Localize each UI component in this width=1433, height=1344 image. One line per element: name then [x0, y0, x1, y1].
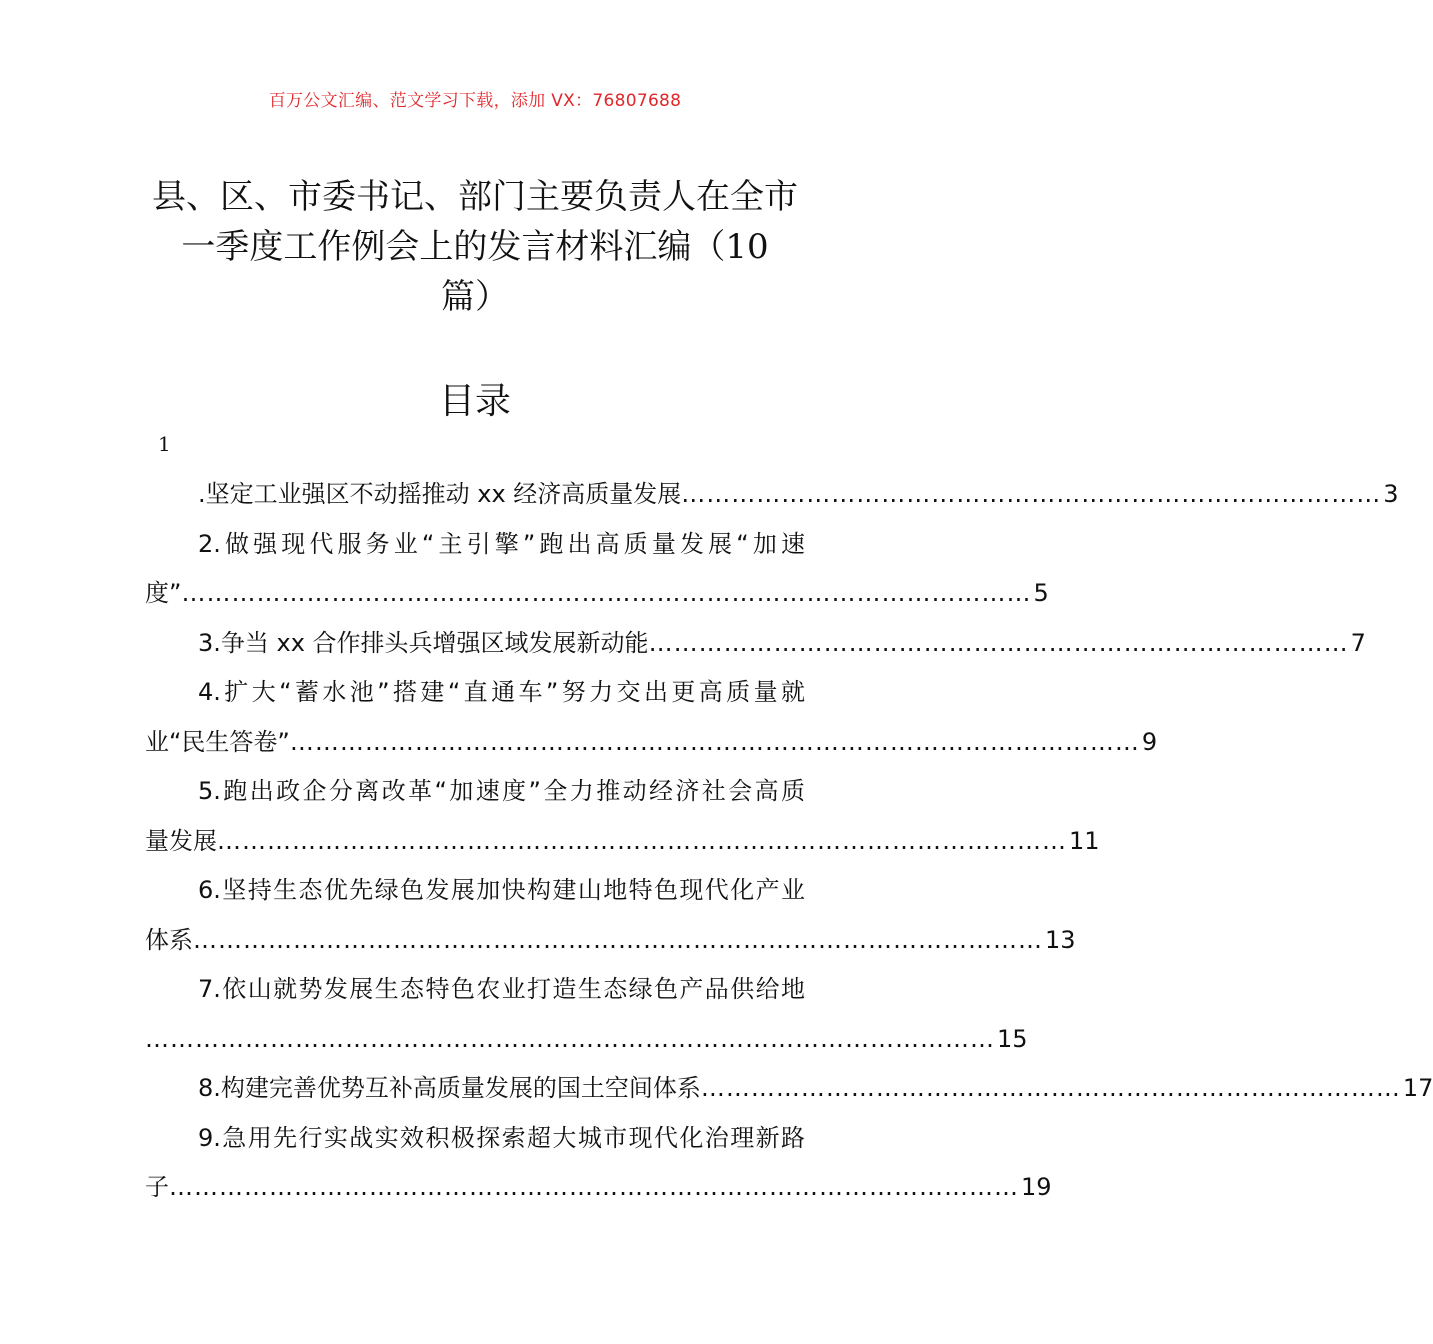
toc-entry-7[interactable]: [145, 965, 1028, 1064]
toc-entry-page: 7: [1350, 628, 1366, 657]
toc-entry-page: 17: [1402, 1074, 1433, 1102]
toc-entry-title-continued: 度”: [145, 579, 182, 607]
toc-heading: 目录: [438, 381, 511, 422]
toc-entry-title: 9.急用先行实战实效积极探索超大城市现代化治理新路: [198, 1123, 805, 1152]
toc-entry-page: 5: [1033, 579, 1049, 607]
toc-leader-dots: …………………………………………………………………………………………: [169, 1173, 1019, 1201]
toc-leader-dots: …………………………………………………………………………………………: [193, 925, 1043, 954]
title-part-1: 县、区、市委书记、部门主要负责人在全市一季度工作例会上的发言材料汇编（: [152, 177, 798, 267]
toc-entry-4[interactable]: [145, 668, 1158, 767]
toc-entry-1[interactable]: [145, 470, 1399, 520]
toc-leader-dots: …………………………………………………………………………: [681, 480, 1382, 508]
toc-entry-line: [145, 470, 1399, 520]
toc-entry-9[interactable]: [145, 1114, 1052, 1213]
toc-entry-title: 2.做强现代服务业“主引擎”跑出高质量发展“加速: [198, 529, 805, 558]
toc-entry-title: 5.跑出政企分离改革“加速度”全力推动经济社会高质: [198, 777, 805, 805]
title-number: 10: [725, 227, 769, 267]
toc-entry-line: [145, 1064, 1433, 1114]
toc-entry-2[interactable]: [145, 520, 1049, 619]
toc-leader-dots: …………………………………………………………………………………………: [217, 826, 1067, 855]
toc-entry-line: [145, 718, 1158, 768]
toc-entry-title: 8.构建完善优势互补高质量发展的国土空间体系: [198, 1074, 701, 1102]
toc-entry-title: 6.坚持生态优先绿色发展加快构建山地特色现代化产业: [198, 876, 805, 904]
toc-entry-page: 13: [1045, 925, 1076, 954]
toc-entry-line: [145, 569, 1049, 619]
toc-entry-title-continued: 子: [145, 1173, 169, 1201]
header-notice: 百万公文汇编、范文学习下载，添加 VX：76807688: [268, 91, 682, 111]
toc-entry-page: 15: [997, 1024, 1028, 1053]
toc-entry-title-continued: 量发展: [145, 826, 217, 855]
toc-entry-line: [145, 916, 1076, 966]
toc-entry-title-continued: 体系: [145, 925, 193, 954]
toc-entry-page: 19: [1021, 1173, 1052, 1201]
toc-leader-dots: …………………………………………………………………………: [648, 628, 1349, 657]
toc-entry-title: 4.扩大“蓄水池”搭建“直通车”努力交出更高质量就: [198, 678, 805, 706]
toc-entry-title: 3.争当 xx 合作排头兵增强区域发展新动能: [198, 628, 649, 657]
toc-entry-line: [145, 817, 1100, 867]
toc-leader-dots: …………………………………………………………………………: [700, 1074, 1401, 1102]
toc-entry-line: [145, 1015, 1028, 1065]
toc-entry-8[interactable]: [145, 1064, 1433, 1114]
table-of-contents: [145, 470, 1433, 1213]
toc-entry-line: [145, 1163, 1052, 1213]
title-part-2: 篇）: [441, 277, 509, 317]
toc-entry-page: 11: [1069, 826, 1100, 855]
stray-page-number: 1: [158, 432, 171, 456]
toc-leader-dots: …………………………………………………………………………………………: [145, 1024, 995, 1053]
toc-entry-line: [145, 619, 1366, 669]
toc-leader-dots: …………………………………………………………………………………………: [289, 727, 1140, 756]
toc-entry-5[interactable]: [145, 767, 1100, 866]
toc-entry-title-continued: 业“民生答卷”: [145, 727, 290, 756]
toc-leader-dots: …………………………………………………………………………………………: [181, 579, 1032, 607]
toc-entry-page: 9: [1141, 727, 1158, 756]
toc-entry-page: 3: [1383, 480, 1399, 508]
document-title: [150, 172, 800, 322]
toc-entry-6[interactable]: [145, 866, 1076, 965]
toc-entry-title: .坚定工业强区不动摇推动 xx 经济高质量发展: [198, 480, 682, 508]
toc-entry-title: 7.依山就势发展生态特色农业打造生态绿色产品供给地: [198, 975, 805, 1003]
toc-entry-3[interactable]: [145, 619, 1366, 669]
